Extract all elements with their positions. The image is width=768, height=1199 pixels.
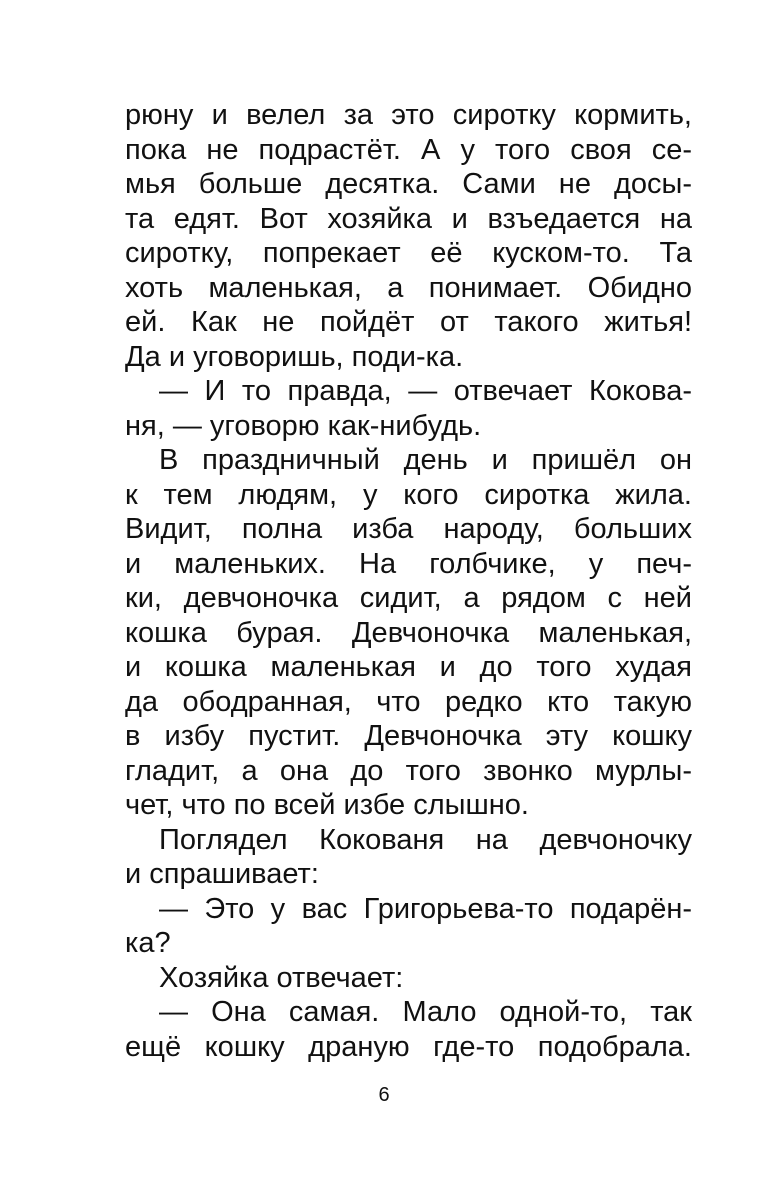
text-line: и маленьких. На голбчике, у печ- <box>125 547 692 580</box>
text-line: хоть маленькая, а понимает. Обидно <box>125 271 692 304</box>
text-line: — И то правда, — отвечает Кокова- <box>159 375 692 407</box>
text-line: кошка бурая. Девчоночка маленькая, <box>125 616 692 649</box>
text-line: — Она самая. Мало одной-то, так <box>159 996 692 1028</box>
text-line: в избу пустит. Девчоночка эту кошку <box>125 720 692 752</box>
text-line: Хозяйка отвечает: <box>159 961 404 994</box>
text-line: та едят. Вот хозяйка и взъедается на <box>125 202 692 235</box>
text-line: пока не подрастёт. А у того своя се- <box>125 133 692 166</box>
body-text <box>125 98 692 1064</box>
text-line: и кошка маленькая и до того худая <box>125 651 692 683</box>
text-line: ки, девчоночка сидит, а рядом с ней <box>125 582 692 614</box>
text-line: В праздничный день и пришёл он <box>159 444 692 476</box>
text-line: мья больше десятка. Сами не досы- <box>125 168 692 200</box>
text-line: ещё кошку драную где-то подобрала. <box>125 1030 692 1063</box>
text-line: — Это у вас Григорьева-то подарён- <box>159 892 692 925</box>
text-line: Поглядел Кокованя на девчоночку <box>159 823 692 856</box>
text-line: Да и уговоришь, поди-ка. <box>125 340 464 373</box>
text-line: и спрашивает: <box>125 858 319 890</box>
text-line: гладит, а она до того звонко мурлы- <box>125 754 692 787</box>
text-line: да ободранная, что редко кто такую <box>125 685 692 718</box>
text-line: рюну и велел за это сиротку кормить, <box>125 99 692 131</box>
text-line: ня, — уговорю как-нибудь. <box>125 409 482 442</box>
text-line: к тем людям, у кого сиротка жила. <box>125 478 692 511</box>
page-number: 6 <box>378 1084 390 1106</box>
text-line: Видит, полна изба народу, больших <box>125 513 692 545</box>
text-line: чет, что по всей избе слышно. <box>125 789 529 821</box>
text-line: сиротку, попрекает её куском-то. Та <box>125 237 692 269</box>
text-line: ка? <box>125 927 171 959</box>
text-line: ей. Как не пойдёт от такого житья! <box>125 306 692 338</box>
